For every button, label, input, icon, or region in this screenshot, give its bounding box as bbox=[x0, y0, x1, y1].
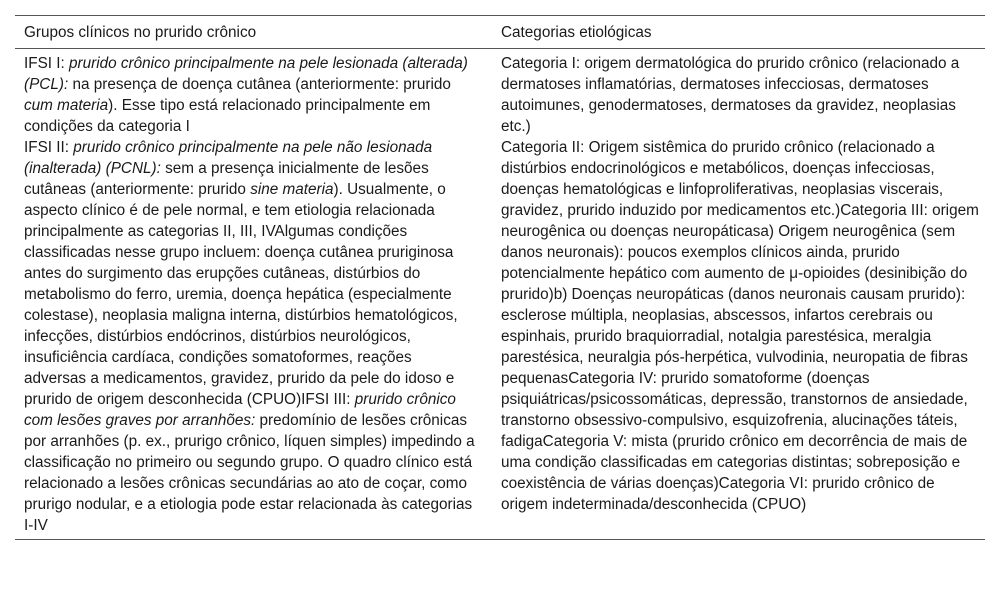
clinical-groups-cell bbox=[15, 53, 491, 536]
ifsi-2-title: prurido crônico principalmente na pele não lesionada (inalterada) (PCNL): bbox=[24, 139, 433, 177]
header-clinical-groups: Grupos clínicos no prurido crônico bbox=[24, 24, 257, 41]
ifsi-1-paragraph bbox=[24, 53, 477, 137]
ifsi-2-text-b: ). Usualmente, o aspecto clínico é de pele normal, e tem etiologia relacionada principalmente as categorias II, III, IVAlgumas condições classificadas nesse grupo incluem: doença cutânea pruriginosa antes do surgimento das erupções cutâneas, distúrbios do metabolismo do ferro, uremia, doença hepática (especialmente colestase), neoplasia maligna interna, distúrbios hematológicos, infecções, distúrbios endócrinos, distúrbios neurológicos, insuficiência cardíaca, condições somatoformes, reações adversas a medicamentos, gravidez, prurido da pele do idoso e prurido de origem desconhecida (CPUO)IFSI III: bbox=[24, 181, 458, 408]
table-body-row bbox=[15, 49, 985, 539]
table-header-row bbox=[15, 16, 985, 49]
ifsi-2-paragraph bbox=[24, 137, 477, 536]
etiology-table bbox=[15, 15, 985, 540]
ifsi-2-text-a: sem a presença inicialmente de lesões cutâneas (anteriormente: prurido bbox=[24, 160, 429, 198]
ifsi-2-sine-materia: sine materia bbox=[250, 181, 334, 198]
ifsi-1-title: prurido crônico principalmente na pele lesionada (alterada) (PCL): bbox=[24, 55, 468, 93]
ifsi-1-text-b: ). Esse tipo está relacionado principalmente em condições da categoria I bbox=[24, 97, 431, 135]
category-1-paragraph: Categoria I: origem dermatológica do prurido crônico (relacionado a dermatoses inflamatórias, dermatoses infecciosas, dermatoses autoimunes, genodermatoses, dermatoses da gravidez, neoplasias etc.) bbox=[501, 55, 960, 135]
category-2-6-paragraph: Categoria II: Origem sistêmica do prurido crônico (relacionado a distúrbios endocrinológicos e metabólicos, doenças infecciosas, doenças hematológicas e linfoproliferativas, neoplasias viscerais, gravidez, prurido induzido por medicamentos etc.)Categoria III: origem neurogênica ou doenças neuropáticasa) Origem neurogênica (sem danos neuronais): poucos exemplos clínicos ainda, prurido potencialmente hepático com aumento de μ-opioides (desinibição do prurido)b) Doenças neuropáticas (danos neuronais causam prurido): esclerose múltipla, neoplasias, abscessos, infartos cerebrais ou espinhais, prurido braquiorradial, notalgia parestésica, meralgia parestésica, neuralgia pós-herpética, vulvodinia, neuropatia de fibras pequenasCategoria IV: prurido somatoforme (doenças psiquiátricas/psicossomáticas, depressão, transtornos de ansiedade, transtorno obsessivo-compulsivo, esquizofrenia, alucinações táteis, fadigaCategoria V: mista (prurido crônico em decorrência de mais de uma condição classificadas em categorias distintas; sobreposição e coexistência de várias doenças)Categoria VI: prurido crônico de origem indeterminada/desconhecida (CPUO) bbox=[501, 139, 979, 513]
etiological-categories-cell bbox=[491, 53, 985, 536]
ifsi-1-text-a: na presença de doença cutânea (anteriormente: prurido bbox=[68, 76, 451, 93]
header-etiological-categories: Categorias etiológicas bbox=[501, 24, 652, 41]
ifsi-2-label: IFSI II: bbox=[24, 139, 74, 156]
ifsi-3-text: predomínio de lesões crônicas por arranhões (p. ex., prurigo crônico, líquen simples) impedindo a classificação no primeiro ou segundo grupo. O quadro clínico está relacionado a lesões crônicas secundárias ao ato de coçar, como prurigo nodular, e a etiologia pode estar relacionada às categorias I-IV bbox=[24, 412, 475, 534]
ifsi-1-cum-materia: cum materia bbox=[24, 97, 109, 114]
ifsi-1-label: IFSI I: bbox=[24, 55, 70, 72]
ifsi-3-title: prurido crônico com lesões graves por arranhões: bbox=[24, 391, 456, 429]
